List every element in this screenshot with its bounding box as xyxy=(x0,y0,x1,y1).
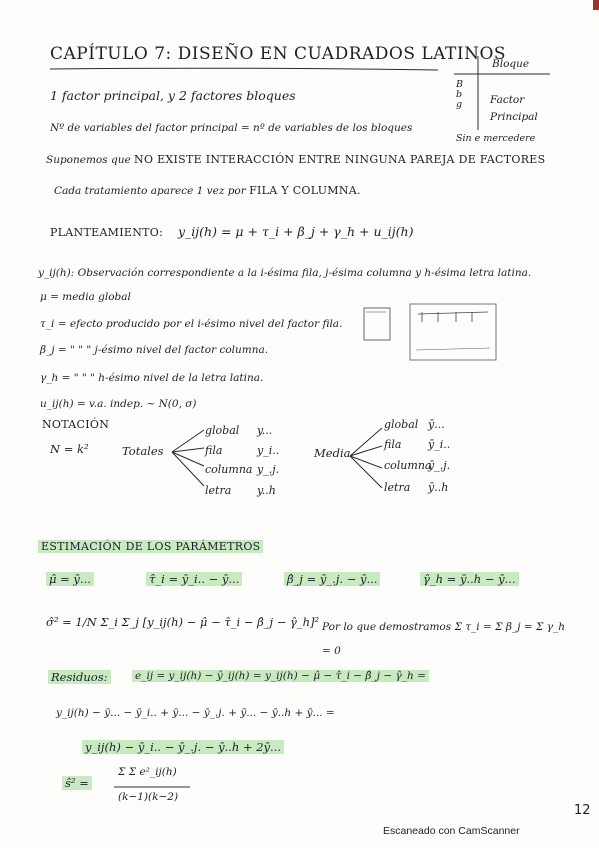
s2-lhs: ŝ² = xyxy=(62,776,92,790)
residuo-line-2: y_ij(h) − ȳ... − ȳ_i.. + ȳ... − ȳ_.j. + ȳ... − ȳ..h + ȳ... = xyxy=(56,707,335,719)
definition-beta: β_j = " " " j-ésimo nivel del factor columna. xyxy=(40,344,269,356)
definition-gamma: γ_h = " " " h-ésimo nivel de la letra latina. xyxy=(40,372,264,384)
totales-row-columna xyxy=(205,463,280,476)
medias-global-sym: ȳ... xyxy=(428,418,445,431)
side-table-principal: Principal xyxy=(490,111,538,123)
assumption-text: NO EXISTE INTERACCIÓN ENTRE NINGUNA PAREJA DE FACTORES xyxy=(134,153,546,166)
medias-columna-sym: ȳ_.j. xyxy=(428,459,451,472)
medias-row-fila xyxy=(384,438,451,451)
sigma-note: Por lo que demostramos Σ τ_i = Σ β_j = Σ γ_h = 0 xyxy=(322,621,565,657)
side-table-letters: B b g xyxy=(456,79,463,110)
totales-global-name: global xyxy=(205,424,240,437)
side-table-factor: Factor xyxy=(490,94,525,106)
estimacion-label: ESTIMACIÓN DE LOS PARÁMETROS xyxy=(38,540,263,553)
each-treatment-text: FILA Y COLUMNA. xyxy=(249,184,361,197)
s2-denominator: (k−1)(k−2) xyxy=(118,791,179,803)
definition-tau: τ_i = efecto producido por el i-ésimo nivel del factor fila. xyxy=(40,318,343,330)
s2-numerator: Σ Σ e²_ij(h) xyxy=(118,766,177,778)
medias-row-global xyxy=(384,418,445,431)
medias-fila-sym: ȳ_i.. xyxy=(428,438,451,451)
assumption-line xyxy=(46,153,545,166)
medias-row-columna xyxy=(384,459,451,472)
residuos-label: Residuos: xyxy=(48,670,111,684)
residuo-line-3: y_ij(h) − ȳ_i.. − ȳ_.j. − ȳ..h + 2ȳ... xyxy=(82,740,284,754)
totales-row-global xyxy=(205,424,273,437)
each-treatment-prefix: Cada tratamiento aparece 1 vez por xyxy=(54,185,246,197)
side-table-header: Bloque xyxy=(492,58,530,70)
assumption-prefix: Suponemos que xyxy=(46,154,131,166)
totales-columna-name: columna xyxy=(205,463,253,476)
totales-fila-name: fila xyxy=(205,444,223,457)
side-table-note: Sin e mercedere xyxy=(456,133,536,144)
medias-fila-name: fila xyxy=(384,438,402,451)
notacion-label: NOTACIÓN xyxy=(42,418,110,431)
totales-letra-sym: y..h xyxy=(257,484,276,497)
latin-square-sketch xyxy=(360,300,500,366)
totales-global-sym: y... xyxy=(257,424,273,437)
medias-columna-name: columna xyxy=(384,459,432,472)
model-formula: y_ij(h) = μ + τ_i + β_j + γ_h + u_ij(h) xyxy=(178,224,414,239)
camscanner-footer: Escaneado con CamScanner xyxy=(383,825,520,837)
totales-fila-sym: y_i.. xyxy=(257,444,280,457)
definition-u: u_ij(h) = v.a. indep. ~ N(0, σ) xyxy=(40,398,197,410)
definition-mu: μ = media global xyxy=(40,291,131,303)
medias-letra-name: letra xyxy=(384,481,411,494)
estimate-gamma: γ̂_h = ȳ..h − ȳ... xyxy=(420,572,519,586)
each-treatment-line xyxy=(54,184,361,197)
estimate-beta: β̂_j = ȳ_.j. − ȳ... xyxy=(284,572,380,586)
totales-columna-sym: y_.j. xyxy=(257,463,280,476)
s2-fraction-bar xyxy=(114,785,194,789)
residuo-definition: e_ij = y_ij(h) − ŷ_ij(h) = y_ij(h) − μ̂ − τ̂_i − β̂_j − γ̂_h = xyxy=(132,670,429,682)
page-corner-mark xyxy=(593,0,599,10)
title-underline xyxy=(50,66,440,72)
totales-row-letra xyxy=(205,484,276,497)
definition-y: y_ij(h): Observación correspondiente a la i-ésima fila, j-ésima columna y h-ésima letra latina. xyxy=(38,267,532,279)
sigma-formula: σ̂² = 1/N Σ_i Σ_j [y_ij(h) − μ̂ − τ̂_i − β̂_j − γ̂_h]² xyxy=(46,615,320,629)
medias-global-name: global xyxy=(384,418,419,431)
medias-row-letra xyxy=(384,481,449,494)
levels-line: Nº de variables del factor principal = nº de variables de los bloques xyxy=(50,122,413,134)
totales-branches xyxy=(168,424,208,494)
intro-line: 1 factor principal, y 2 factores bloques xyxy=(50,88,296,103)
chapter-title: CAPÍTULO 7: DISEÑO EN CUADRADOS LATINOS xyxy=(50,44,507,64)
estimate-tau: τ̂_i = ȳ_i.. − ȳ... xyxy=(146,572,242,586)
estimate-mu: μ̂ = ȳ... xyxy=(46,572,94,586)
n-formula: N = k² xyxy=(50,442,89,456)
medias-branches xyxy=(346,424,386,494)
medias-letra-sym: ȳ..h xyxy=(428,481,449,494)
totales-label: Totales xyxy=(122,444,164,458)
totales-row-fila xyxy=(205,444,280,457)
planteamiento-label: PLANTEAMIENTO: xyxy=(50,226,164,239)
totales-letra-name: letra xyxy=(205,484,232,497)
page-number: 12 xyxy=(574,803,591,818)
medias-label: Media xyxy=(314,446,351,460)
